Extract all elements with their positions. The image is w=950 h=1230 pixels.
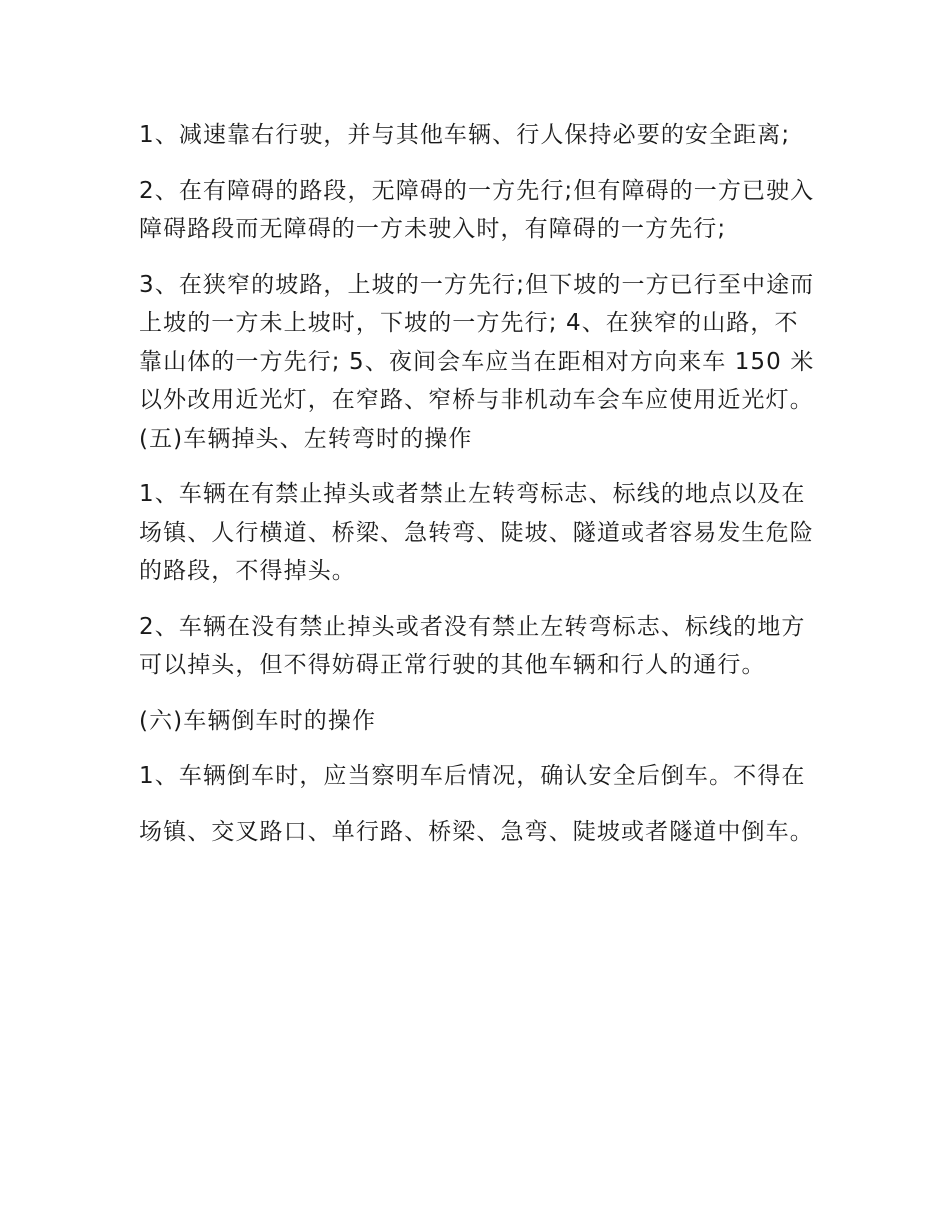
paragraph-reversing-check: 1、车辆倒车时，应当察明车后情况，确认安全后倒车。不得在 [139,763,806,789]
section-heading-reversing: (六)车辆倒车时的操作 [139,707,377,734]
document-body [139,116,819,868]
paragraph-narrow-slope: 3、在狭窄的坡路，上坡的一方先行;但下坡的一方已行至中途而上坡的一方未上坡时，下坡的一方先行; 4、在狭窄的山路，不靠山体的一方先行; 5、夜间会车应当在距相对方向来车 150 米以外改用近光灯，在窄路、窄桥与非机动车会车应使用近光灯。 (五)车辆掉头、左转弯时的操作 [139,271,815,452]
paragraph-obstacle-road: 2、在有障碍的路段，无障碍的一方先行;但有障碍的一方已驶入障碍路段而无障碍的一方未驶入时，有障碍的一方先行; [139,177,815,242]
paragraph-yield-right: 1、减速靠右行驶，并与其他车辆、行人保持必要的安全距离; [139,122,791,148]
paragraph-reversing-prohibited: 场镇、交叉路口、单行路、桥梁、急弯、陡坡或者隧道中倒车。 [139,818,814,845]
paragraph-no-uturn: 1、车辆在有禁止掉头或者禁止左转弯标志、标线的地点以及在场镇、人行横道、桥梁、急转弯、陡坡、隧道或者容易发生危险的路段，不得掉头。 [139,481,814,584]
paragraph-uturn-allowed: 2、车辆在没有禁止掉头或者没有禁止左转弯标志、标线的地方可以掉头，但不得妨碍正常行驶的其他车辆和行人的通行。 [139,613,806,678]
